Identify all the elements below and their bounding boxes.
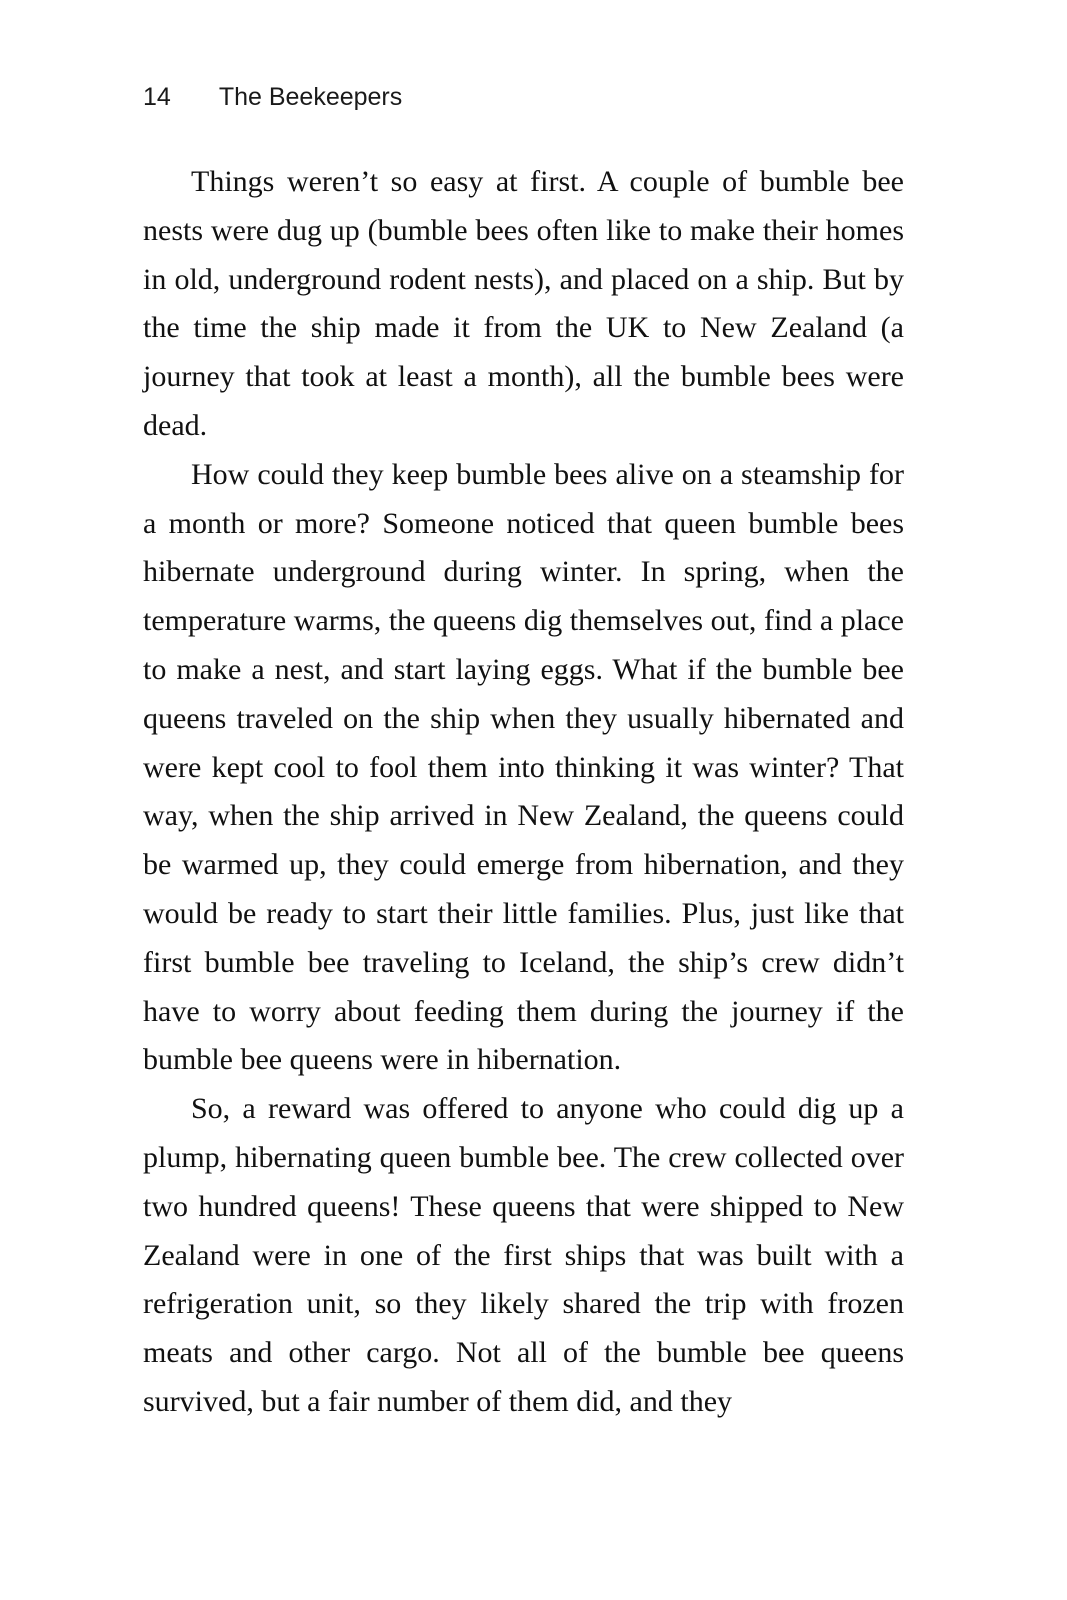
paragraph-1: Things weren’t so easy at first. A couple of bumble bee nests were dug up (bumble bees often like to make their homes in old, underground rodent nests), and placed on a ship. But by the time the ship made it from the UK to New Zealand (a journey that took at least a month), all the bumble bees were dead. <box>143 165 904 442</box>
running-head <box>143 80 402 114</box>
running-title: The Beekeepers <box>218 83 403 111</box>
body-text <box>143 158 904 1427</box>
paragraph-3: So, a reward was offered to anyone who could dig up a plump, hibernating queen bumble bee. The crew collected over two hundred queens! These queens that were shipped to New Zealand were in one of the first ships that was built with a refrigeration unit, so they likely shared the trip with frozen meats and other cargo. Not all of the bumble bee queens survived, but a fair number of them did, and they <box>143 1092 904 1418</box>
page-number: 14 <box>143 83 171 111</box>
paragraph-2: How could they keep bumble bees alive on a steamship for a month or more? Someone noticed that queen bumble bees hibernate underground during winter. In spring, when the temperature warms, the queens dig themselves out, find a place to make a nest, and start laying eggs. What if the bumble bee queens traveled on the ship when they usually hibernated and were kept cool to fool them into thinking it was winter? That way, when the ship arrived in New Zealand, the queens could be warmed up, they could emerge from hibernation, and they would be ready to start their little families. Plus, just like that first bumble bee traveling to Iceland, the ship’s crew didn’t have to worry about feeding them during the journey if the bumble bee queens were in hibernation. <box>143 457 904 1077</box>
